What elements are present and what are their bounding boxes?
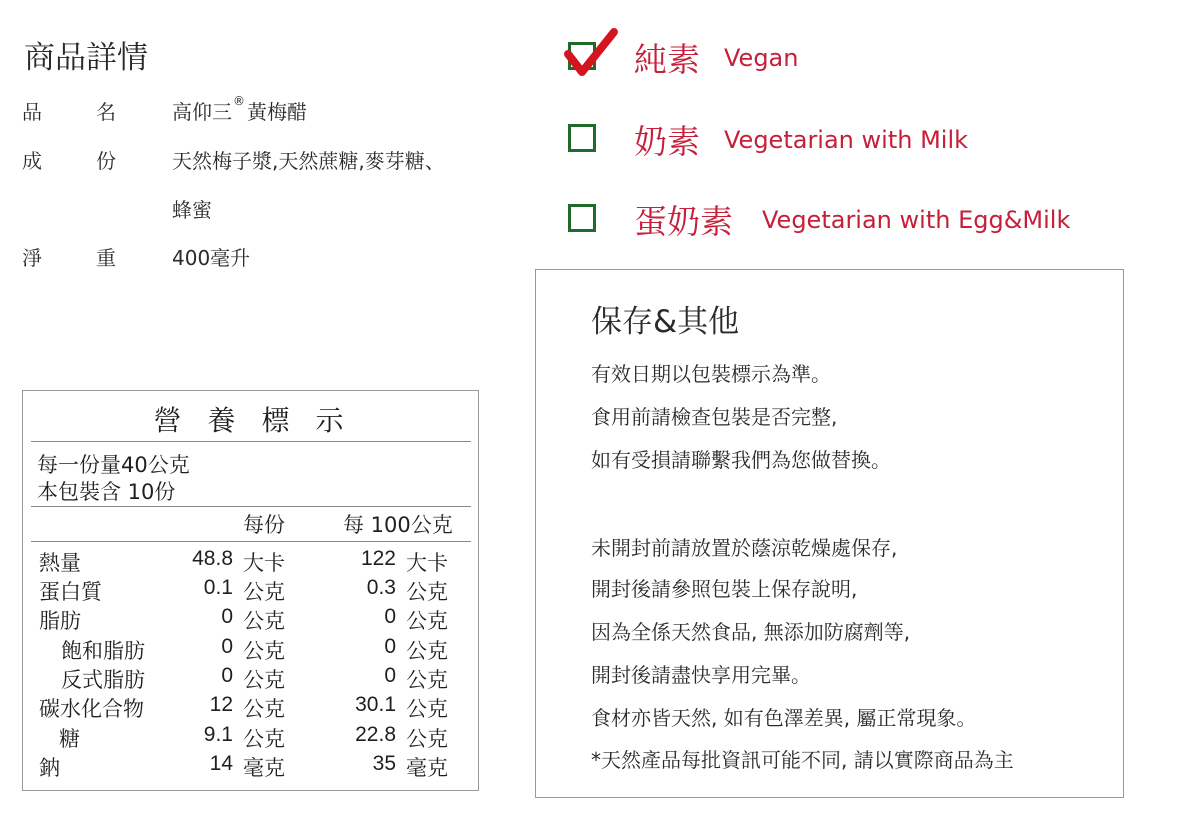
- nutrient-value-100g: 0.3: [366, 576, 396, 599]
- column-per-100g: 每 100公克: [343, 513, 453, 537]
- detail-label-2: 重: [96, 246, 116, 270]
- divider: [31, 441, 471, 442]
- nutrient-name: 鈉: [39, 756, 60, 780]
- nutrient-value-100g: 30.1: [355, 693, 396, 716]
- nutrition-row: [23, 576, 478, 606]
- storage-line: 開封後請參照包裝上保存說明,: [591, 577, 858, 601]
- divider: [31, 506, 471, 507]
- divider: [31, 541, 471, 542]
- nutrient-name: 碳水化合物: [39, 697, 144, 721]
- product-name-value: [172, 96, 307, 125]
- nutrient-unit-serving: 公克: [243, 727, 285, 751]
- storage-panel: [535, 269, 1124, 798]
- nutrient-unit-100g: 大卡: [406, 551, 448, 575]
- net-volume-value: 400毫升: [172, 246, 251, 270]
- storage-title: 保存&其他: [591, 304, 740, 340]
- nutrient-unit-100g: 毫克: [406, 756, 448, 780]
- detail-label-1: 淨: [22, 246, 42, 270]
- detail-row-volume: [0, 242, 520, 272]
- storage-line: 因為全係天然食品, 無添加防腐劑等,: [591, 620, 911, 644]
- nutrient-unit-100g: 公克: [406, 609, 448, 633]
- nutrient-value-100g: 122: [360, 547, 396, 570]
- diet-label-en: Vegetarian with Milk: [724, 126, 969, 154]
- nutrient-value-100g: 35: [372, 752, 396, 775]
- detail-label-1: 品: [22, 100, 42, 124]
- diet-label-zh: 蛋奶素: [634, 202, 733, 241]
- nutrient-unit-serving: 公克: [243, 697, 285, 721]
- nutrient-unit-100g: 公克: [406, 727, 448, 751]
- nutrient-value-serving: 0: [221, 635, 233, 658]
- nutrient-value-100g: 0: [384, 635, 396, 658]
- brand-name: 高仰三: [172, 100, 232, 124]
- detail-label-1: 成: [22, 149, 42, 173]
- column-per-serving: 每份: [243, 513, 285, 537]
- nutrition-row: [23, 635, 478, 665]
- serving-size: 每一份量40公克: [37, 453, 190, 477]
- nutrient-name: 熱量: [39, 551, 81, 575]
- nutrient-value-100g: 0: [384, 664, 396, 687]
- product-name: 黃梅醋: [247, 100, 307, 124]
- diet-label-zh: 奶素: [634, 122, 700, 161]
- checkmark-icon: [562, 24, 622, 84]
- nutrient-unit-serving: 毫克: [243, 756, 285, 780]
- nutrient-name: 飽和脂肪: [61, 639, 145, 663]
- nutrition-row: [23, 547, 478, 577]
- detail-row-ingredients-cont: [0, 194, 520, 224]
- storage-line: *天然產品每批資訊可能不同, 請以實際商品為主: [591, 748, 1014, 772]
- nutrient-name: 反式脂肪: [61, 668, 145, 692]
- storage-line: 如有受損請聯繫我們為您做替換。: [591, 448, 891, 472]
- nutrition-panel: [22, 390, 479, 791]
- detail-row-ingredients: [0, 145, 520, 175]
- nutrient-unit-serving: 大卡: [243, 551, 285, 575]
- nutrient-value-serving: 14: [209, 752, 233, 775]
- nutrient-unit-serving: 公克: [243, 609, 285, 633]
- nutrition-row: [23, 664, 478, 694]
- product-details-title: 商品詳情: [24, 40, 148, 76]
- ingredients-value: 天然梅子漿,天然蔗糖,麥芽糖、: [172, 149, 445, 173]
- diet-label-en: Vegetarian with Egg&Milk: [762, 206, 1071, 234]
- nutrient-name: 脂肪: [39, 609, 81, 633]
- nutrient-unit-serving: 公克: [243, 639, 285, 663]
- nutrient-value-serving: 9.1: [203, 723, 233, 746]
- nutrition-title: 營養標示: [153, 404, 370, 437]
- checkbox-unchecked: [568, 124, 596, 152]
- storage-line: 開封後請盡快享用完畢。: [591, 663, 811, 687]
- nutrient-name: 糖: [59, 727, 80, 751]
- storage-line: 食材亦皆天然, 如有色澤差異, 屬正常現象。: [591, 706, 977, 730]
- storage-line: 有效日期以包裝標示為準。: [591, 362, 831, 386]
- nutrient-unit-serving: 公克: [243, 668, 285, 692]
- nutrient-value-100g: 0: [384, 605, 396, 628]
- checkbox-unchecked: [568, 204, 596, 232]
- nutrient-unit-100g: 公克: [406, 668, 448, 692]
- nutrient-unit-100g: 公克: [406, 580, 448, 604]
- nutrient-value-100g: 22.8: [355, 723, 396, 746]
- nutrient-unit-100g: 公克: [406, 697, 448, 721]
- nutrition-row: [23, 605, 478, 635]
- diet-label-en: Vegan: [724, 44, 799, 72]
- nutrient-unit-100g: 公克: [406, 639, 448, 663]
- detail-row-name: [0, 96, 520, 126]
- detail-label-2: 份: [96, 149, 116, 173]
- servings-per-pack: 本包裝含 10份: [37, 480, 176, 504]
- nutrient-name: 蛋白質: [39, 580, 102, 604]
- nutrient-value-serving: 48.8: [192, 547, 233, 570]
- nutrition-row: [23, 752, 478, 782]
- nutrient-unit-serving: 公克: [243, 580, 285, 604]
- nutrient-value-serving: 12: [209, 693, 233, 716]
- ingredients-value-cont: 蜂蜜: [172, 198, 212, 222]
- storage-line: 未開封前請放置於蔭涼乾燥處保存,: [591, 536, 898, 560]
- detail-label-2: 名: [96, 100, 116, 124]
- registered-mark: ®: [233, 94, 245, 108]
- nutrient-value-serving: 0.1: [203, 576, 233, 599]
- nutrition-row: [23, 723, 478, 753]
- nutrient-value-serving: 0: [221, 605, 233, 628]
- storage-line: 食用前請檢查包裝是否完整,: [591, 405, 838, 429]
- diet-label-zh: 純素: [634, 40, 700, 79]
- nutrient-value-serving: 0: [221, 664, 233, 687]
- nutrition-row: [23, 693, 478, 723]
